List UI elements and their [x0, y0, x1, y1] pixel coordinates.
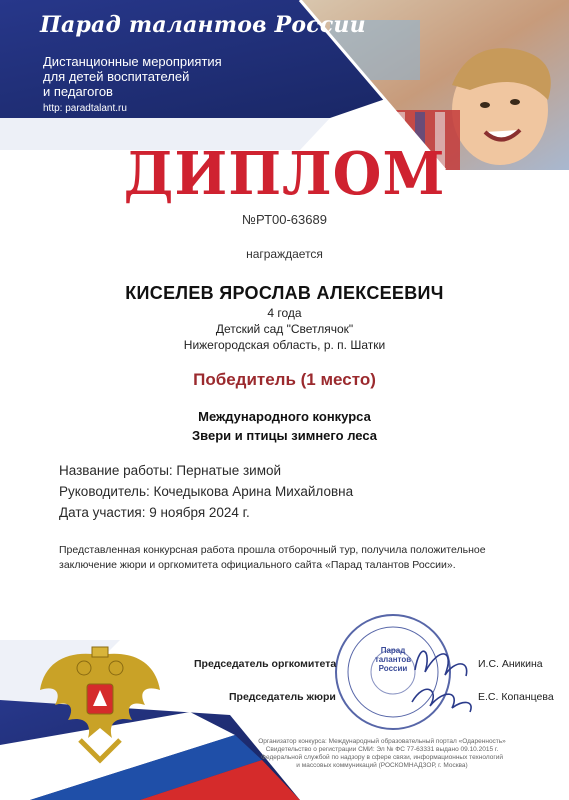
recipient-age: 4 года — [267, 306, 302, 320]
chair-org-label: Председатель оргкомитета — [194, 658, 337, 670]
footer-line: Организатор конкурса: Международный образовательный портал «Одаренность» — [258, 738, 506, 745]
site-url: http: paradtalant.ru — [43, 103, 127, 114]
chair-jury-label: Председатель жюри — [229, 691, 336, 703]
contest-name: Звери и птицы зимнего леса — [192, 428, 377, 443]
chair-org-name: И.С. Аникина — [478, 658, 543, 670]
footer-line: и массовых коммуникаций (РОСКОМНАДЗОР, г. Москва) — [296, 762, 468, 769]
award-place: Победитель (1 место) — [193, 370, 376, 389]
stamp-text — [355, 646, 431, 673]
diploma-title: ДИПЛОМ — [123, 139, 446, 209]
brand-title: Парад талантов России — [40, 12, 366, 38]
diploma-number: №РТ00-63689 — [242, 212, 327, 227]
stamp-line: талантов — [374, 655, 412, 664]
participation-date: Дата участия: 9 ноября 2024 г. — [59, 505, 250, 520]
stamp-line: России — [378, 664, 408, 673]
footer-line: Свидетельство о регистрации СМИ: Эл № ФС 77-63331 выдано 09.10.2015 г. — [265, 746, 499, 753]
qualification-note: Представленная конкурсная работа прошла отборочный тур, получила положительное заключение жюри и оргкомитета официального сайта «Парад талантов России». — [59, 544, 486, 571]
header-subtitle-line: для детей воспитателей — [43, 69, 190, 84]
footer — [232, 738, 532, 770]
recipient-name: КИСЕЛЕВ ЯРОСЛАВ АЛЕКСЕЕВИЧ — [125, 283, 444, 303]
contest-type: Международного конкурса — [198, 409, 371, 424]
supervisor: Руководитель: Кочедыкова Арина Михайловна — [59, 484, 354, 499]
work-title: Название работы: Пернатые зимой — [59, 463, 282, 478]
footer-line: Федеральной службой по надзору в сфере связи, информационных технологий — [261, 754, 503, 761]
recipient-institution: Детский сад "Светлячок" — [215, 322, 354, 336]
chair-jury-name: Е.С. Копанцева — [478, 691, 554, 703]
awarded-label: награждается — [246, 247, 323, 261]
recipient-location: Нижегородская область, р. п. Шатки — [183, 338, 386, 352]
header-subtitle-line: Дистанционные мероприятия — [43, 54, 222, 69]
header-subtitle-line: и педагогов — [43, 84, 113, 99]
stamp-line: Парад — [380, 646, 406, 655]
